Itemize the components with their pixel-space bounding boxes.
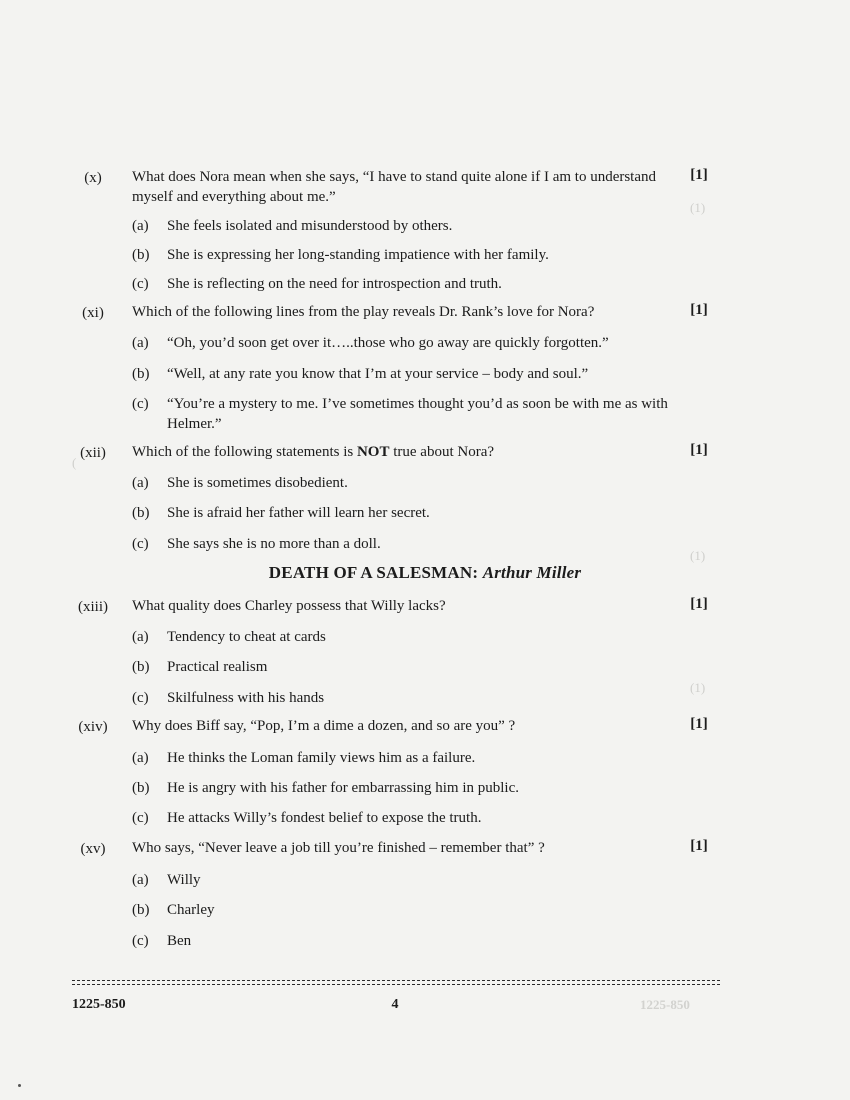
option-text: He is angry with his father for embarrassing him in public. — [167, 780, 520, 796]
question-number: (xii) — [80, 445, 106, 461]
section-author: Arthur Miller — [482, 563, 582, 582]
option-text: She is reflecting on the need for introspection and truth. — [167, 276, 502, 292]
option-text: “Oh, you’d soon get over it…..those who go away are quickly forgotten.” — [167, 335, 609, 351]
question-text: What quality does Charley possess that Willy lacks? — [132, 598, 446, 614]
question-number: (xi) — [82, 305, 104, 321]
question-number: (xiii) — [78, 599, 108, 615]
question-text: Which of the following lines from the play reveals Dr. Rank’s love for Nora? — [132, 304, 595, 320]
marks-label: [1] — [690, 302, 708, 318]
option-label: (c) — [132, 276, 149, 292]
bleed-through-mark: (1) — [690, 680, 706, 695]
option-text: He attacks Willy’s fondest belief to expose the truth. — [167, 810, 482, 826]
question-text-before: Which of the following statements is — [132, 444, 357, 460]
question-text: Who says, “Never leave a job till you’re finished – remember that” ? — [132, 840, 545, 856]
bleed-through-mark: (1) — [690, 548, 706, 563]
option-text: Practical realism — [167, 659, 268, 675]
option-label: (a) — [132, 750, 149, 766]
option-label: (c) — [132, 810, 149, 826]
option-label: (a) — [132, 872, 149, 888]
bleed-through-mark: ( — [72, 455, 77, 470]
option-label: (a) — [132, 629, 149, 645]
marks-label: [1] — [690, 442, 708, 458]
option-text: He thinks the Loman family views him as a failure. — [167, 750, 476, 766]
footer-divider — [72, 984, 720, 985]
marks-label: [1] — [690, 838, 708, 854]
option-label: (b) — [132, 366, 150, 382]
option-text: Tendency to cheat at cards — [167, 629, 326, 645]
option-text: “You’re a mystery to me. I’ve sometimes thought you’d as soon be with me as with Helmer.” — [167, 396, 668, 432]
option-label: (c) — [132, 690, 149, 706]
option-label: (b) — [132, 780, 150, 796]
question-text-emphasis: NOT — [356, 444, 390, 460]
question-number: (x) — [84, 170, 102, 186]
paper-code: 1225-850 — [72, 997, 126, 1012]
option-text: “Well, at any rate you know that I’m at your service – body and soul.” — [167, 366, 589, 382]
option-text: Skilfulness with his hands — [167, 690, 325, 706]
option-label: (b) — [132, 247, 150, 263]
option-label: (c) — [132, 933, 149, 949]
footer-divider — [72, 980, 720, 981]
question-number: (xiv) — [78, 719, 108, 735]
option-label: (b) — [132, 505, 150, 521]
marks-label: [1] — [690, 167, 708, 183]
question-text: Why does Biff say, “Pop, I’m a dime a dozen, and so are you” ? — [132, 718, 516, 734]
bleed-through-mark: (1) — [690, 200, 706, 215]
question-text-after: true about Nora? — [389, 444, 495, 460]
option-text: Willy — [167, 872, 201, 888]
question-number: (xv) — [80, 841, 106, 857]
scan-speck — [18, 1084, 21, 1087]
option-label: (c) — [132, 536, 149, 552]
section-heading — [0, 563, 850, 583]
question-text — [132, 442, 672, 462]
option-text: Ben — [167, 933, 192, 949]
marks-label: [1] — [690, 596, 708, 612]
page-number: 4 — [391, 997, 399, 1012]
option-text: She feels isolated and misunderstood by others. — [167, 218, 453, 234]
option-label: (a) — [132, 218, 149, 234]
question-text: What does Nora mean when she says, “I have to stand quite alone if I am to understand myself and everything about me.” — [132, 169, 657, 205]
marks-label: [1] — [690, 716, 708, 732]
option-text: She is afraid her father will learn her secret. — [167, 505, 430, 521]
option-text: She is expressing her long-standing impatience with her family. — [167, 247, 549, 263]
option-label: (a) — [132, 335, 149, 351]
option-text: Charley — [167, 902, 215, 918]
option-label: (a) — [132, 475, 149, 491]
option-label: (b) — [132, 902, 150, 918]
option-text: She says she is no more than a doll. — [167, 536, 381, 552]
bleed-through-code: 1225-850 — [640, 997, 690, 1012]
section-title: DEATH OF A SALESMAN: — [268, 563, 483, 582]
option-label: (b) — [132, 659, 150, 675]
option-label: (c) — [132, 396, 149, 412]
option-text: She is sometimes disobedient. — [167, 475, 348, 491]
